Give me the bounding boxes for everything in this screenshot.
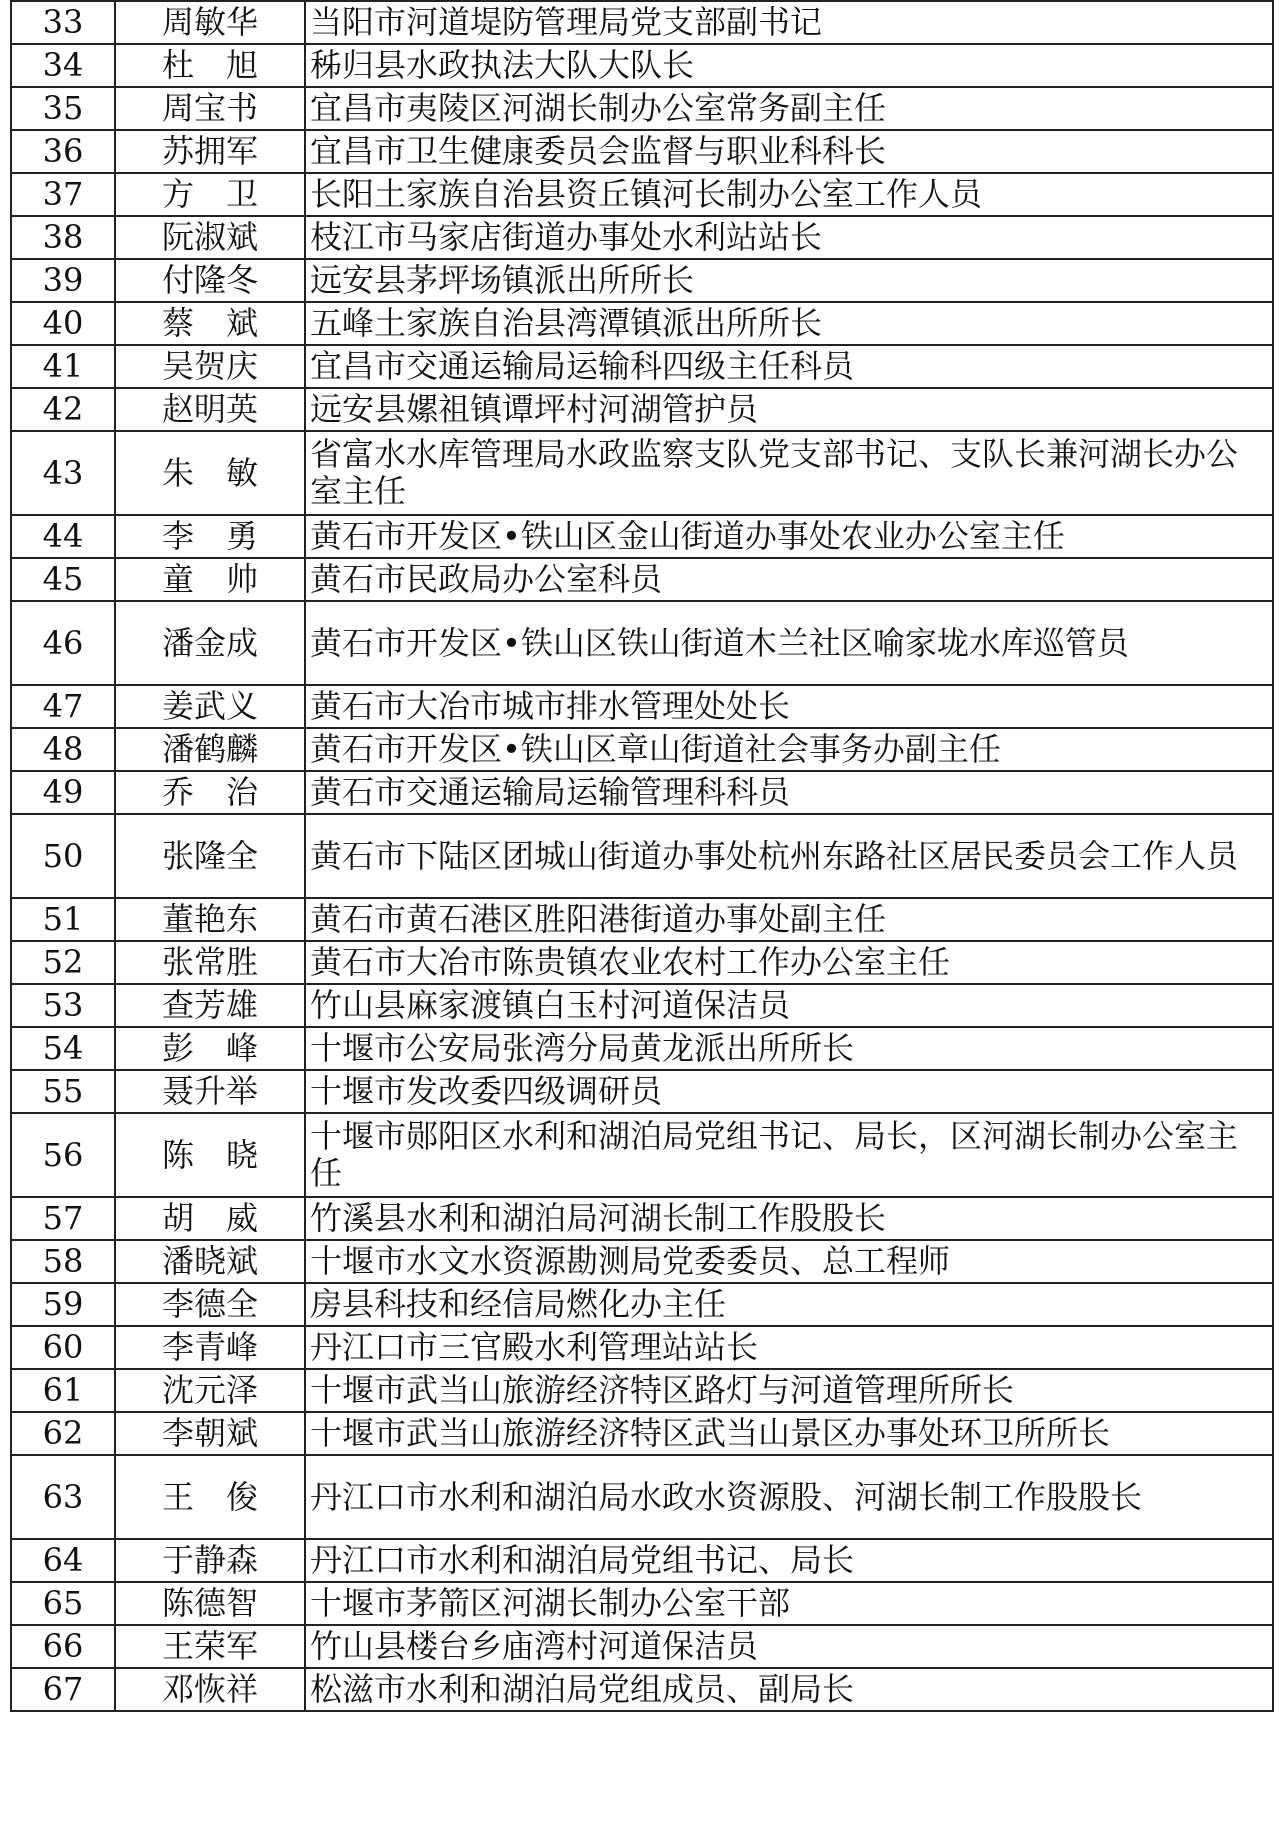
person-name-cell: 苏拥军 [115, 130, 305, 173]
row-number-cell: 61 [11, 1369, 115, 1412]
table-row [11, 1625, 1273, 1668]
table-row [11, 814, 1273, 898]
position-cell: 宜昌市卫生健康委员会监督与职业科科长 [305, 130, 1273, 173]
person-name-cell: 赵明英 [115, 388, 305, 431]
table-row [11, 728, 1273, 771]
row-number-cell: 37 [11, 173, 115, 216]
person-name-cell: 潘鹤麟 [115, 728, 305, 771]
table-row [11, 1, 1273, 44]
row-number-cell: 51 [11, 898, 115, 941]
table-row [11, 1539, 1273, 1582]
table-row [11, 216, 1273, 259]
row-number-cell: 60 [11, 1326, 115, 1369]
row-number-cell: 38 [11, 216, 115, 259]
row-number-cell: 56 [11, 1113, 115, 1197]
table-row [11, 1240, 1273, 1283]
row-number-cell: 49 [11, 771, 115, 814]
table-body [11, 1, 1273, 1711]
position-cell: 黄石市开发区•铁山区金山街道办事处农业办公室主任 [305, 515, 1273, 558]
table-row [11, 1412, 1273, 1455]
row-number-cell: 65 [11, 1582, 115, 1625]
table-row [11, 87, 1273, 130]
person-name-cell: 潘晓斌 [115, 1240, 305, 1283]
position-cell: 十堰市郧阳区水利和湖泊局党组书记、局长，区河湖长制办公室主任 [305, 1113, 1273, 1197]
person-name-cell: 吴贺庆 [115, 345, 305, 388]
table-row [11, 259, 1273, 302]
person-name-cell: 付隆冬 [115, 259, 305, 302]
position-cell: 秭归县水政执法大队大队长 [305, 44, 1273, 87]
person-name-cell: 彭 峰 [115, 1027, 305, 1070]
table-row [11, 1283, 1273, 1326]
position-cell: 丹江口市水利和湖泊局水政水资源股、河湖长制工作股股长 [305, 1455, 1273, 1539]
row-number-cell: 55 [11, 1070, 115, 1113]
table-row [11, 1582, 1273, 1625]
row-number-cell: 35 [11, 87, 115, 130]
table-row [11, 388, 1273, 431]
position-cell: 黄石市大冶市陈贵镇农业农村工作办公室主任 [305, 941, 1273, 984]
person-name-cell: 阮淑斌 [115, 216, 305, 259]
person-name-cell: 于静森 [115, 1539, 305, 1582]
table-row [11, 173, 1273, 216]
position-cell: 远安县茅坪场镇派出所所长 [305, 259, 1273, 302]
table-row [11, 302, 1273, 345]
row-number-cell: 41 [11, 345, 115, 388]
row-number-cell: 57 [11, 1197, 115, 1240]
position-cell: 黄石市开发区•铁山区章山街道社会事务办副主任 [305, 728, 1273, 771]
table-row [11, 1070, 1273, 1113]
table-row [11, 771, 1273, 814]
person-name-cell: 陈 晓 [115, 1113, 305, 1197]
person-name-cell: 周敏华 [115, 1, 305, 44]
personnel-table [10, 0, 1274, 1712]
table-row [11, 601, 1273, 685]
row-number-cell: 42 [11, 388, 115, 431]
table-row [11, 1369, 1273, 1412]
table-row [11, 898, 1273, 941]
person-name-cell: 乔 治 [115, 771, 305, 814]
row-number-cell: 54 [11, 1027, 115, 1070]
position-cell: 十堰市武当山旅游经济特区武当山景区办事处环卫所所长 [305, 1412, 1273, 1455]
person-name-cell: 王 俊 [115, 1455, 305, 1539]
position-cell: 竹山县麻家渡镇白玉村河道保洁员 [305, 984, 1273, 1027]
position-cell: 房县科技和经信局燃化办主任 [305, 1283, 1273, 1326]
row-number-cell: 50 [11, 814, 115, 898]
position-cell: 丹江口市水利和湖泊局党组书记、局长 [305, 1539, 1273, 1582]
position-cell: 宜昌市交通运输局运输科四级主任科员 [305, 345, 1273, 388]
person-name-cell: 王荣军 [115, 1625, 305, 1668]
position-cell: 长阳土家族自治县资丘镇河长制办公室工作人员 [305, 173, 1273, 216]
position-cell: 十堰市发改委四级调研员 [305, 1070, 1273, 1113]
row-number-cell: 40 [11, 302, 115, 345]
position-cell: 五峰土家族自治县湾潭镇派出所所长 [305, 302, 1273, 345]
table-row [11, 558, 1273, 601]
table-row [11, 941, 1273, 984]
row-number-cell: 63 [11, 1455, 115, 1539]
row-number-cell: 44 [11, 515, 115, 558]
table-row [11, 1197, 1273, 1240]
table-row [11, 515, 1273, 558]
position-cell: 宜昌市夷陵区河湖长制办公室常务副主任 [305, 87, 1273, 130]
position-cell: 十堰市茅箭区河湖长制办公室干部 [305, 1582, 1273, 1625]
position-cell: 枝江市马家店街道办事处水利站站长 [305, 216, 1273, 259]
person-name-cell: 邓恢祥 [115, 1668, 305, 1711]
position-cell: 黄石市大冶市城市排水管理处处长 [305, 685, 1273, 728]
person-name-cell: 张常胜 [115, 941, 305, 984]
row-number-cell: 66 [11, 1625, 115, 1668]
table-row [11, 130, 1273, 173]
person-name-cell: 李青峰 [115, 1326, 305, 1369]
row-number-cell: 45 [11, 558, 115, 601]
person-name-cell: 杜 旭 [115, 44, 305, 87]
position-cell: 十堰市水文水资源勘测局党委委员、总工程师 [305, 1240, 1273, 1283]
table-row [11, 345, 1273, 388]
table-row [11, 685, 1273, 728]
row-number-cell: 39 [11, 259, 115, 302]
table-row [11, 431, 1273, 515]
position-cell: 远安县嫘祖镇谭坪村河湖管护员 [305, 388, 1273, 431]
position-cell: 丹江口市三官殿水利管理站站长 [305, 1326, 1273, 1369]
person-name-cell: 朱 敏 [115, 431, 305, 515]
person-name-cell: 查芳雄 [115, 984, 305, 1027]
table-row [11, 44, 1273, 87]
position-cell: 当阳市河道堤防管理局党支部副书记 [305, 1, 1273, 44]
person-name-cell: 李朝斌 [115, 1412, 305, 1455]
person-name-cell: 董艳东 [115, 898, 305, 941]
position-cell: 黄石市民政局办公室科员 [305, 558, 1273, 601]
row-number-cell: 43 [11, 431, 115, 515]
person-name-cell: 蔡 斌 [115, 302, 305, 345]
position-cell: 黄石市黄石港区胜阳港街道办事处副主任 [305, 898, 1273, 941]
position-cell: 黄石市开发区•铁山区铁山街道木兰社区喻家垅水库巡管员 [305, 601, 1273, 685]
row-number-cell: 34 [11, 44, 115, 87]
table-row [11, 984, 1273, 1027]
person-name-cell: 胡 威 [115, 1197, 305, 1240]
row-number-cell: 47 [11, 685, 115, 728]
person-name-cell: 方 卫 [115, 173, 305, 216]
row-number-cell: 58 [11, 1240, 115, 1283]
person-name-cell: 潘金成 [115, 601, 305, 685]
position-cell: 竹溪县水利和湖泊局河湖长制工作股股长 [305, 1197, 1273, 1240]
row-number-cell: 67 [11, 1668, 115, 1711]
row-number-cell: 36 [11, 130, 115, 173]
person-name-cell: 李德全 [115, 1283, 305, 1326]
table-row [11, 1455, 1273, 1539]
row-number-cell: 48 [11, 728, 115, 771]
row-number-cell: 52 [11, 941, 115, 984]
person-name-cell: 李 勇 [115, 515, 305, 558]
position-cell: 松滋市水利和湖泊局党组成员、副局长 [305, 1668, 1273, 1711]
position-cell: 十堰市公安局张湾分局黄龙派出所所长 [305, 1027, 1273, 1070]
person-name-cell: 张隆全 [115, 814, 305, 898]
person-name-cell: 姜武义 [115, 685, 305, 728]
person-name-cell: 陈德智 [115, 1582, 305, 1625]
position-cell: 省富水水库管理局水政监察支队党支部书记、支队长兼河湖长办公室主任 [305, 431, 1273, 515]
person-name-cell: 沈元泽 [115, 1369, 305, 1412]
table-row [11, 1113, 1273, 1197]
person-name-cell: 童 帅 [115, 558, 305, 601]
row-number-cell: 64 [11, 1539, 115, 1582]
row-number-cell: 33 [11, 1, 115, 44]
row-number-cell: 46 [11, 601, 115, 685]
position-cell: 黄石市下陆区团城山街道办事处杭州东路社区居民委员会工作人员 [305, 814, 1273, 898]
position-cell: 竹山县楼台乡庙湾村河道保洁员 [305, 1625, 1273, 1668]
position-cell: 黄石市交通运输局运输管理科科员 [305, 771, 1273, 814]
row-number-cell: 59 [11, 1283, 115, 1326]
table-row [11, 1668, 1273, 1711]
person-name-cell: 聂升举 [115, 1070, 305, 1113]
row-number-cell: 62 [11, 1412, 115, 1455]
person-name-cell: 周宝书 [115, 87, 305, 130]
row-number-cell: 53 [11, 984, 115, 1027]
table-row [11, 1027, 1273, 1070]
position-cell: 十堰市武当山旅游经济特区路灯与河道管理所所长 [305, 1369, 1273, 1412]
table-row [11, 1326, 1273, 1369]
